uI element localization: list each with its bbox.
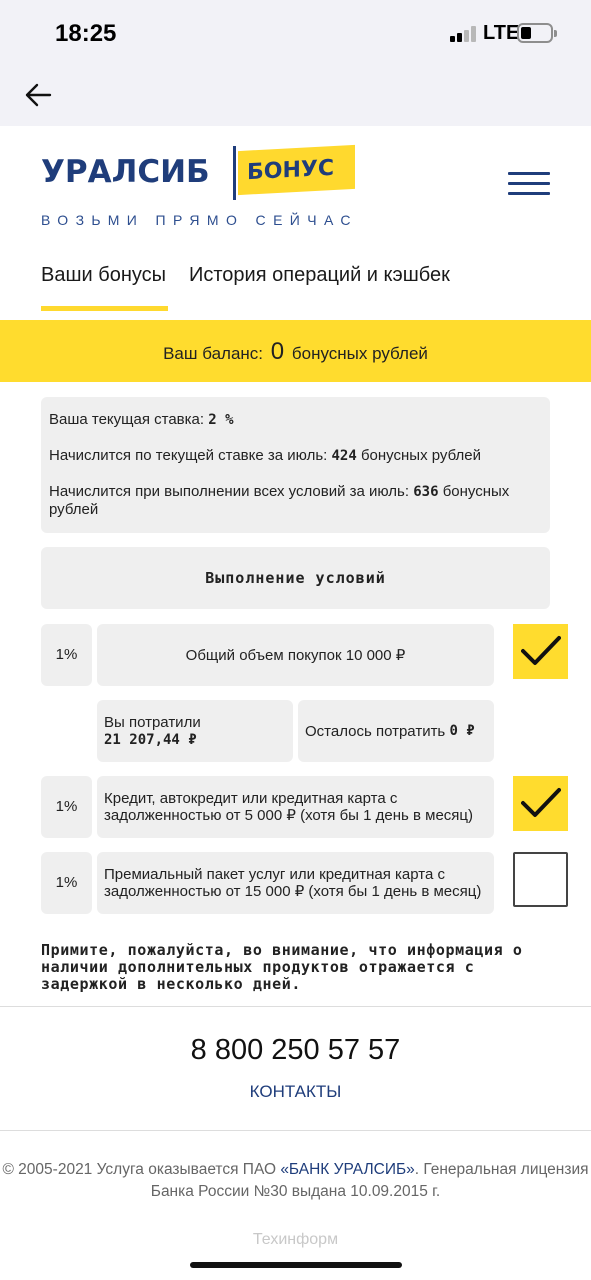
cellular-signal-icon [450, 26, 478, 42]
accrue-all-value: 636 [413, 484, 439, 500]
accrue-current-line [49, 447, 542, 465]
remaining-value: 0 ₽ [449, 722, 475, 739]
condition-3-checkbox[interactable] [513, 852, 568, 907]
accrue-all-line [49, 483, 542, 518]
accrue-current-suffix: бонусных рублей [360, 447, 481, 464]
current-rate-line [49, 411, 542, 429]
active-tab-indicator [41, 306, 168, 311]
balance-value: 0 [270, 338, 285, 365]
balance-banner [0, 320, 591, 382]
accrue-current-label: Начислится по текущей ставке за июль: [49, 447, 328, 464]
accrue-all-suffix: бонусных рублей [49, 483, 510, 518]
logo-uralsib[interactable]: УРАЛСИБ [41, 154, 210, 190]
battery-icon [517, 23, 553, 43]
hamburger-menu-icon[interactable] [508, 172, 550, 196]
current-rate-label: Ваша текущая ставка: [49, 411, 205, 428]
contacts-link[interactable]: КОНТАКТЫ [249, 1082, 342, 1101]
divider [0, 1006, 591, 1007]
spent-label: Вы потратили [104, 713, 201, 731]
condition-1-checkbox[interactable] [513, 624, 568, 679]
network-type: LTE [483, 22, 520, 44]
divider [0, 1130, 591, 1131]
checkmark-icon [521, 786, 561, 820]
balance-suffix: бонусных рублей [291, 344, 428, 363]
delay-notice: Примите, пожалуйста, во внимание, что информация о наличии дополнительных продуктов отражается с задержкой в несколько дней. [41, 941, 523, 993]
remaining-amount-cell [298, 700, 494, 762]
condition-3-text: Премиальный пакет услуг или кредитная карта с задолженностью от 15 000 ₽ (хотя бы 1 день в месяц) [97, 852, 494, 914]
balance-prefix: Ваш баланс: [163, 344, 264, 363]
condition-3-percent: 1% [41, 852, 92, 914]
tab-your-bonuses[interactable]: Ваши бонусы [41, 264, 167, 286]
tab-history-cashback[interactable]: История операций и кэшбек [189, 264, 450, 286]
current-rate-value: 2 % [208, 412, 234, 428]
status-bar [0, 0, 591, 126]
rate-info-card [41, 397, 550, 533]
logo-tagline: ВОЗЬМИ ПРЯМО СЕЙЧАС [41, 212, 358, 228]
copyright-text [0, 1159, 591, 1203]
site-header [0, 126, 591, 251]
condition-1-percent: 1% [41, 624, 92, 686]
home-indicator[interactable] [190, 1262, 402, 1268]
spent-amount-cell [97, 700, 293, 762]
logo-bonus[interactable] [233, 144, 353, 200]
copyright-prefix: © 2005-2021 Услуга оказывается ПАО [2, 1161, 281, 1178]
accrue-current-value: 424 [331, 448, 357, 464]
status-time: 18:25 [55, 20, 117, 47]
logo-bonus-text: БОНУС [247, 155, 334, 186]
bank-uralsib-link[interactable]: «БАНК УРАЛСИБ» [280, 1161, 415, 1178]
conditions-fulfillment-button[interactable]: Выполнение условий [41, 547, 550, 609]
accrue-all-label: Начислится при выполнении всех условий за июль: [49, 483, 410, 500]
checkmark-icon [521, 634, 561, 668]
techinform-link[interactable]: Техинформ [252, 1231, 339, 1248]
back-arrow-icon[interactable] [24, 82, 52, 108]
condition-2-checkbox[interactable] [513, 776, 568, 831]
condition-2-percent: 1% [41, 776, 92, 838]
remaining-label: Осталось потратить [305, 722, 446, 740]
condition-1-text: Общий объем покупок 10 000 ₽ [97, 624, 494, 686]
condition-2-text: Кредит, автокредит или кредитная карта с задолженностью от 5 000 ₽ (хотя бы 1 день в месяц) [97, 776, 494, 838]
spent-value: 21 207,44 ₽ [104, 731, 197, 748]
phone-number[interactable]: 8 800 250 57 57 [190, 1034, 401, 1066]
copyright-suffix: . Генеральная лицензия Банка России №30 выдана 10.09.2015 г. [150, 1161, 589, 1200]
